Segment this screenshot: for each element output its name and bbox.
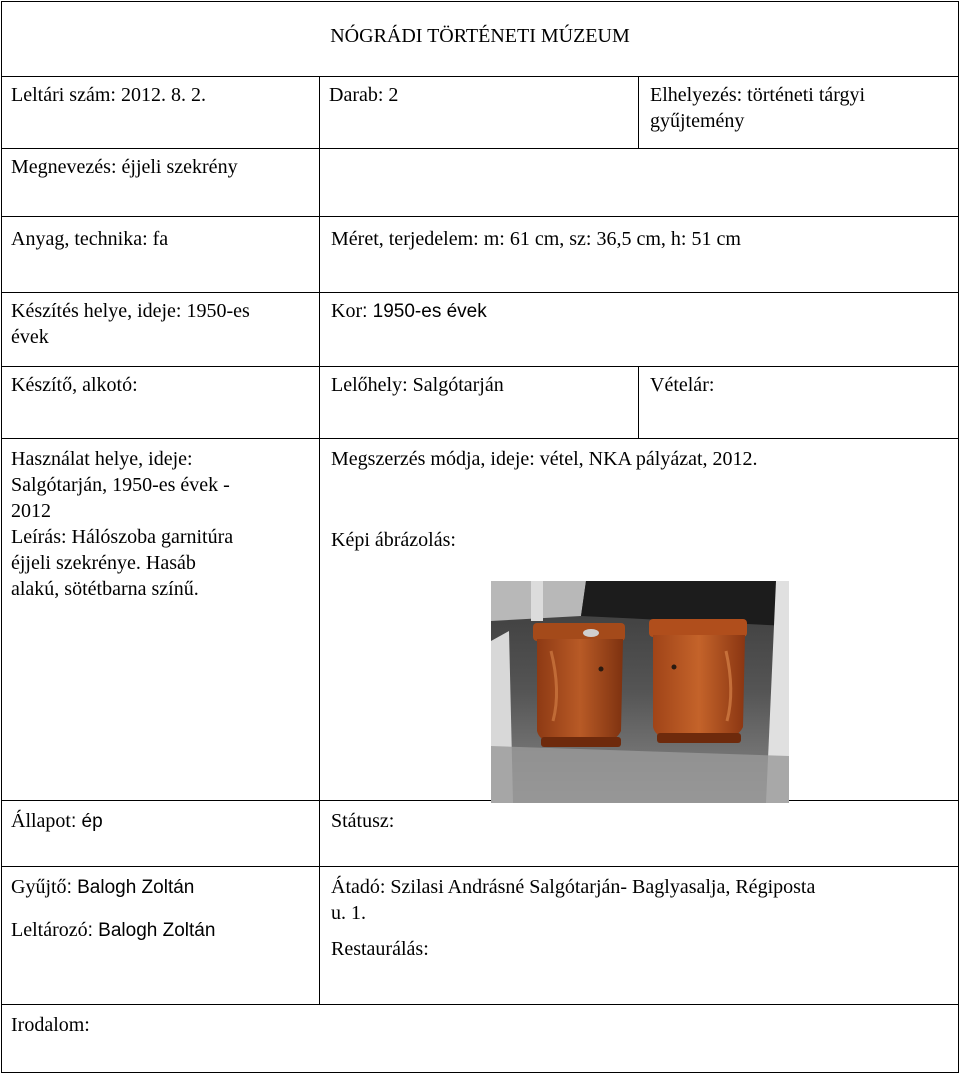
maker: Készítő, alkotó: — [11, 374, 138, 396]
rule-h9 — [1, 866, 958, 867]
rule-v-right-top — [638, 76, 639, 148]
rule-v-left — [319, 76, 320, 1004]
handover-line2: u. 1. — [331, 902, 366, 924]
museum-title: NÓGRÁDI TÖRTÉNETI MÚZEUM — [330, 25, 630, 47]
rule-v-right-mid — [638, 366, 639, 438]
storage-location-line2: gyűjtemény — [650, 110, 745, 132]
collector-value: : Balogh Zoltán — [66, 877, 195, 898]
handover-restoration — [321, 868, 957, 962]
rule-h10 — [1, 1004, 958, 1005]
photo-wall — [491, 581, 586, 621]
purchase-price: Vételár: — [650, 374, 715, 396]
status: Státusz: — [331, 810, 395, 832]
condition-value: : ép — [71, 811, 103, 832]
age-value: : 1950-es évek — [362, 301, 487, 322]
condition — [1, 802, 319, 835]
place-time-line1: Készítés helye, ideje: 1950-es — [11, 300, 250, 322]
recorder-label: Leltározó — [11, 919, 88, 941]
collector-recorder — [1, 868, 319, 944]
findspot: Lelőhely: Salgótarján — [331, 374, 504, 396]
rule-h7 — [1, 438, 958, 439]
recorder-value: : Balogh Zoltán — [87, 920, 216, 941]
rule-h3 — [319, 148, 958, 149]
acquisition-method: Megszerzés módja, ideje: vétel, NKA pályázat, 2012. — [331, 448, 758, 470]
handover-line1: Átadó: Szilasi Andrásné Salgótarján- Baglyasalja, Régiposta — [331, 876, 816, 898]
object-name: Megnevezés: éjjeli szekrény — [11, 156, 238, 178]
inventory-number: Leltári szám: 2012. 8. 2. — [11, 84, 206, 106]
photo-carpet — [491, 746, 789, 803]
usage-line3: 2012 — [11, 500, 51, 522]
place-time-line2: évek — [11, 326, 49, 348]
restoration: Restaurálás: — [331, 938, 429, 960]
age-label: Kor — [331, 300, 363, 322]
picture-label: Képi ábrázolás: — [331, 529, 456, 551]
description-line2: éjjeli szekrénye. Hasáb — [11, 552, 196, 574]
storage-location-line1: Elhelyezés: történeti tárgyi — [650, 84, 866, 106]
collector — [11, 874, 319, 901]
nightstand-left — [533, 623, 625, 747]
object-photo — [491, 581, 789, 803]
usage-place-time — [1, 440, 319, 602]
literature: Irodalom: — [11, 1014, 90, 1036]
material-technique: Anyag, technika: fa — [11, 228, 169, 250]
place-time-of-making — [1, 292, 319, 350]
description-line1: Leírás: Hálószoba garnitúra — [11, 526, 234, 548]
age-field — [321, 292, 957, 325]
dimensions: Méret, terjedelem: m: 61 cm, sz: 36,5 cm, h: 51 cm — [331, 228, 741, 250]
usage-line2: Salgótarján, 1950-es évek - — [11, 474, 230, 496]
nightstand-right — [649, 619, 747, 743]
recorder — [11, 917, 319, 944]
description-line3: alakú, sötétbarna színű. — [11, 578, 199, 600]
rule-h4 — [1, 216, 958, 217]
collector-label: Gyűjtő — [11, 876, 67, 898]
condition-label: Állapot — [11, 810, 71, 832]
usage-line1: Használat helye, ideje: — [11, 448, 193, 470]
storage-location — [640, 76, 958, 134]
pieces-count: Darab: 2 — [329, 84, 399, 106]
rule-h8 — [1, 800, 958, 801]
